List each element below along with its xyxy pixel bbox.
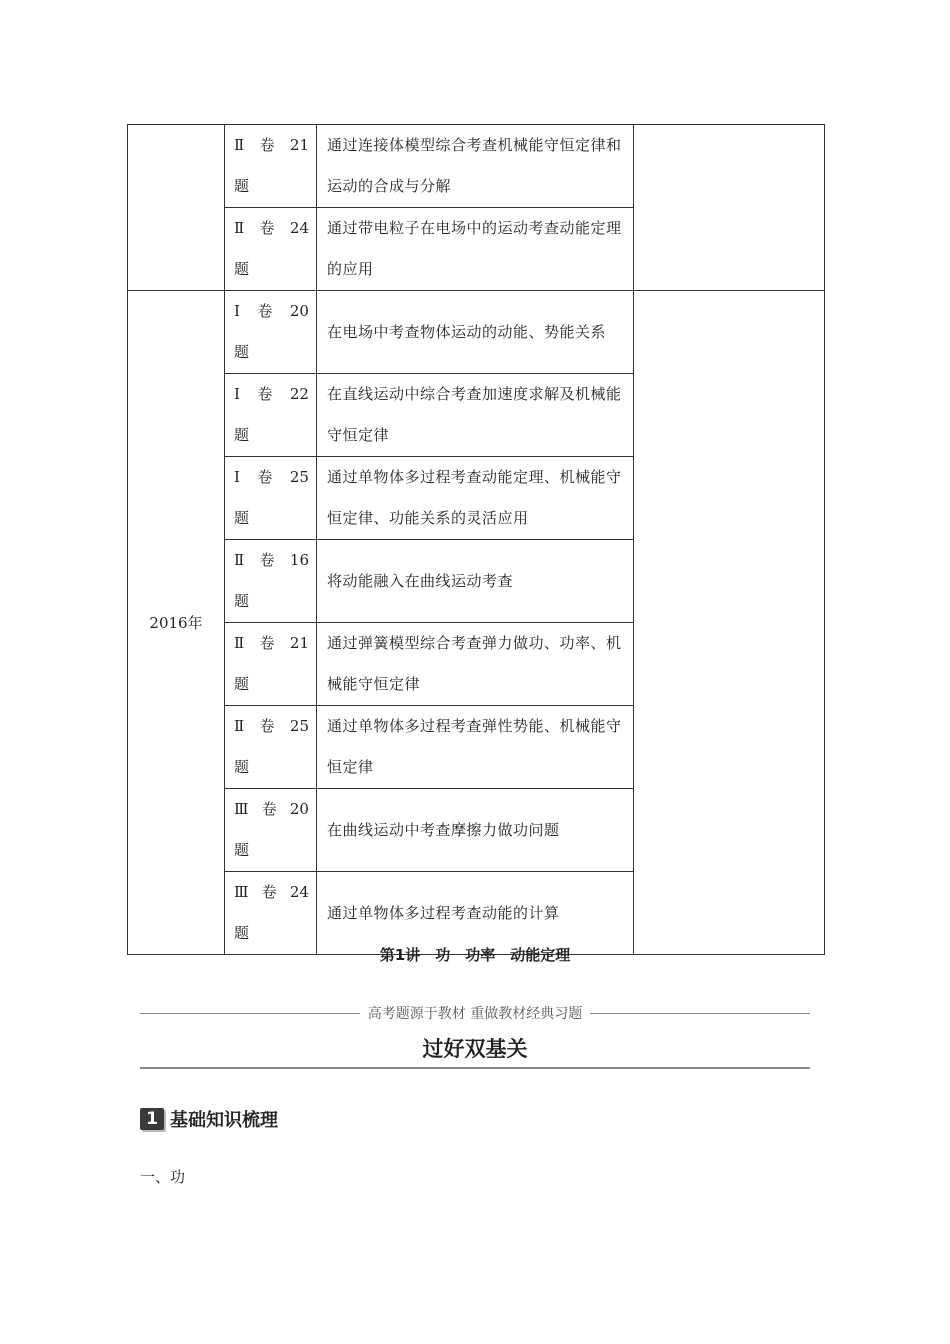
question-cell: Ⅰ 卷 25 题 (225, 457, 317, 540)
question-cell: Ⅲ 卷 20 题 (225, 789, 317, 872)
notes-cell (634, 125, 825, 291)
divider (140, 1067, 810, 1069)
divider (140, 1013, 360, 1014)
section-heading (140, 1106, 278, 1132)
banner-title: 过好双基关 (422, 1037, 528, 1061)
description-cell: 在电场中考查物体运动的动能、势能关系 (317, 291, 634, 374)
description-cell: 通过带电粒子在电场中的运动考查动能定理的应用 (317, 208, 634, 291)
question-cell: Ⅰ 卷 22 题 (225, 374, 317, 457)
question-cell: Ⅱ 卷 21 题 (225, 125, 317, 208)
exam-analysis-table (127, 124, 825, 955)
question-cell: Ⅱ 卷 21 题 (225, 623, 317, 706)
description-cell: 通过弹簧模型综合考查弹力做功、功率、机械能守恒定律 (317, 623, 634, 706)
year-cell-previous (128, 125, 225, 291)
section-title: 基础知识梳理 (170, 1110, 278, 1131)
notes-cell (634, 291, 825, 955)
table-row (128, 291, 825, 374)
divider (590, 1013, 810, 1014)
question-cell: Ⅱ 卷 24 题 (225, 208, 317, 291)
banner-subtitle-row (140, 1001, 810, 1025)
section-banner (140, 1001, 810, 1069)
description-cell: 通过单物体多过程考查动能定理、机械能守恒定律、功能关系的灵活应用 (317, 457, 634, 540)
description-cell: 通过连接体模型综合考查机械能守恒定律和运动的合成与分解 (317, 125, 634, 208)
description-cell: 在直线运动中综合考查加速度求解及机械能守恒定律 (317, 374, 634, 457)
lecture-title: 第1讲 功 功率 动能定理 (379, 946, 571, 964)
year-cell-2016: 2016年 (128, 291, 225, 955)
question-cell: Ⅰ 卷 20 题 (225, 291, 317, 374)
banner-subtitle: 高考题源于教材 重做教材经典习题 (367, 1006, 583, 1022)
description-cell: 通过单物体多过程考查弹性势能、机械能守恒定律 (317, 706, 634, 789)
sub-heading: 一、功 (140, 1168, 186, 1186)
description-cell: 将动能融入在曲线运动考查 (317, 540, 634, 623)
description-cell: 在曲线运动中考查摩擦力做功问题 (317, 789, 634, 872)
question-cell: Ⅱ 卷 25 题 (225, 706, 317, 789)
description-cell: 通过单物体多过程考查动能的计算 (317, 872, 634, 955)
question-cell: Ⅲ 卷 24 题 (225, 872, 317, 955)
question-cell: Ⅱ 卷 16 题 (225, 540, 317, 623)
table-row (128, 125, 825, 208)
section-number-badge: 1 (140, 1108, 164, 1130)
